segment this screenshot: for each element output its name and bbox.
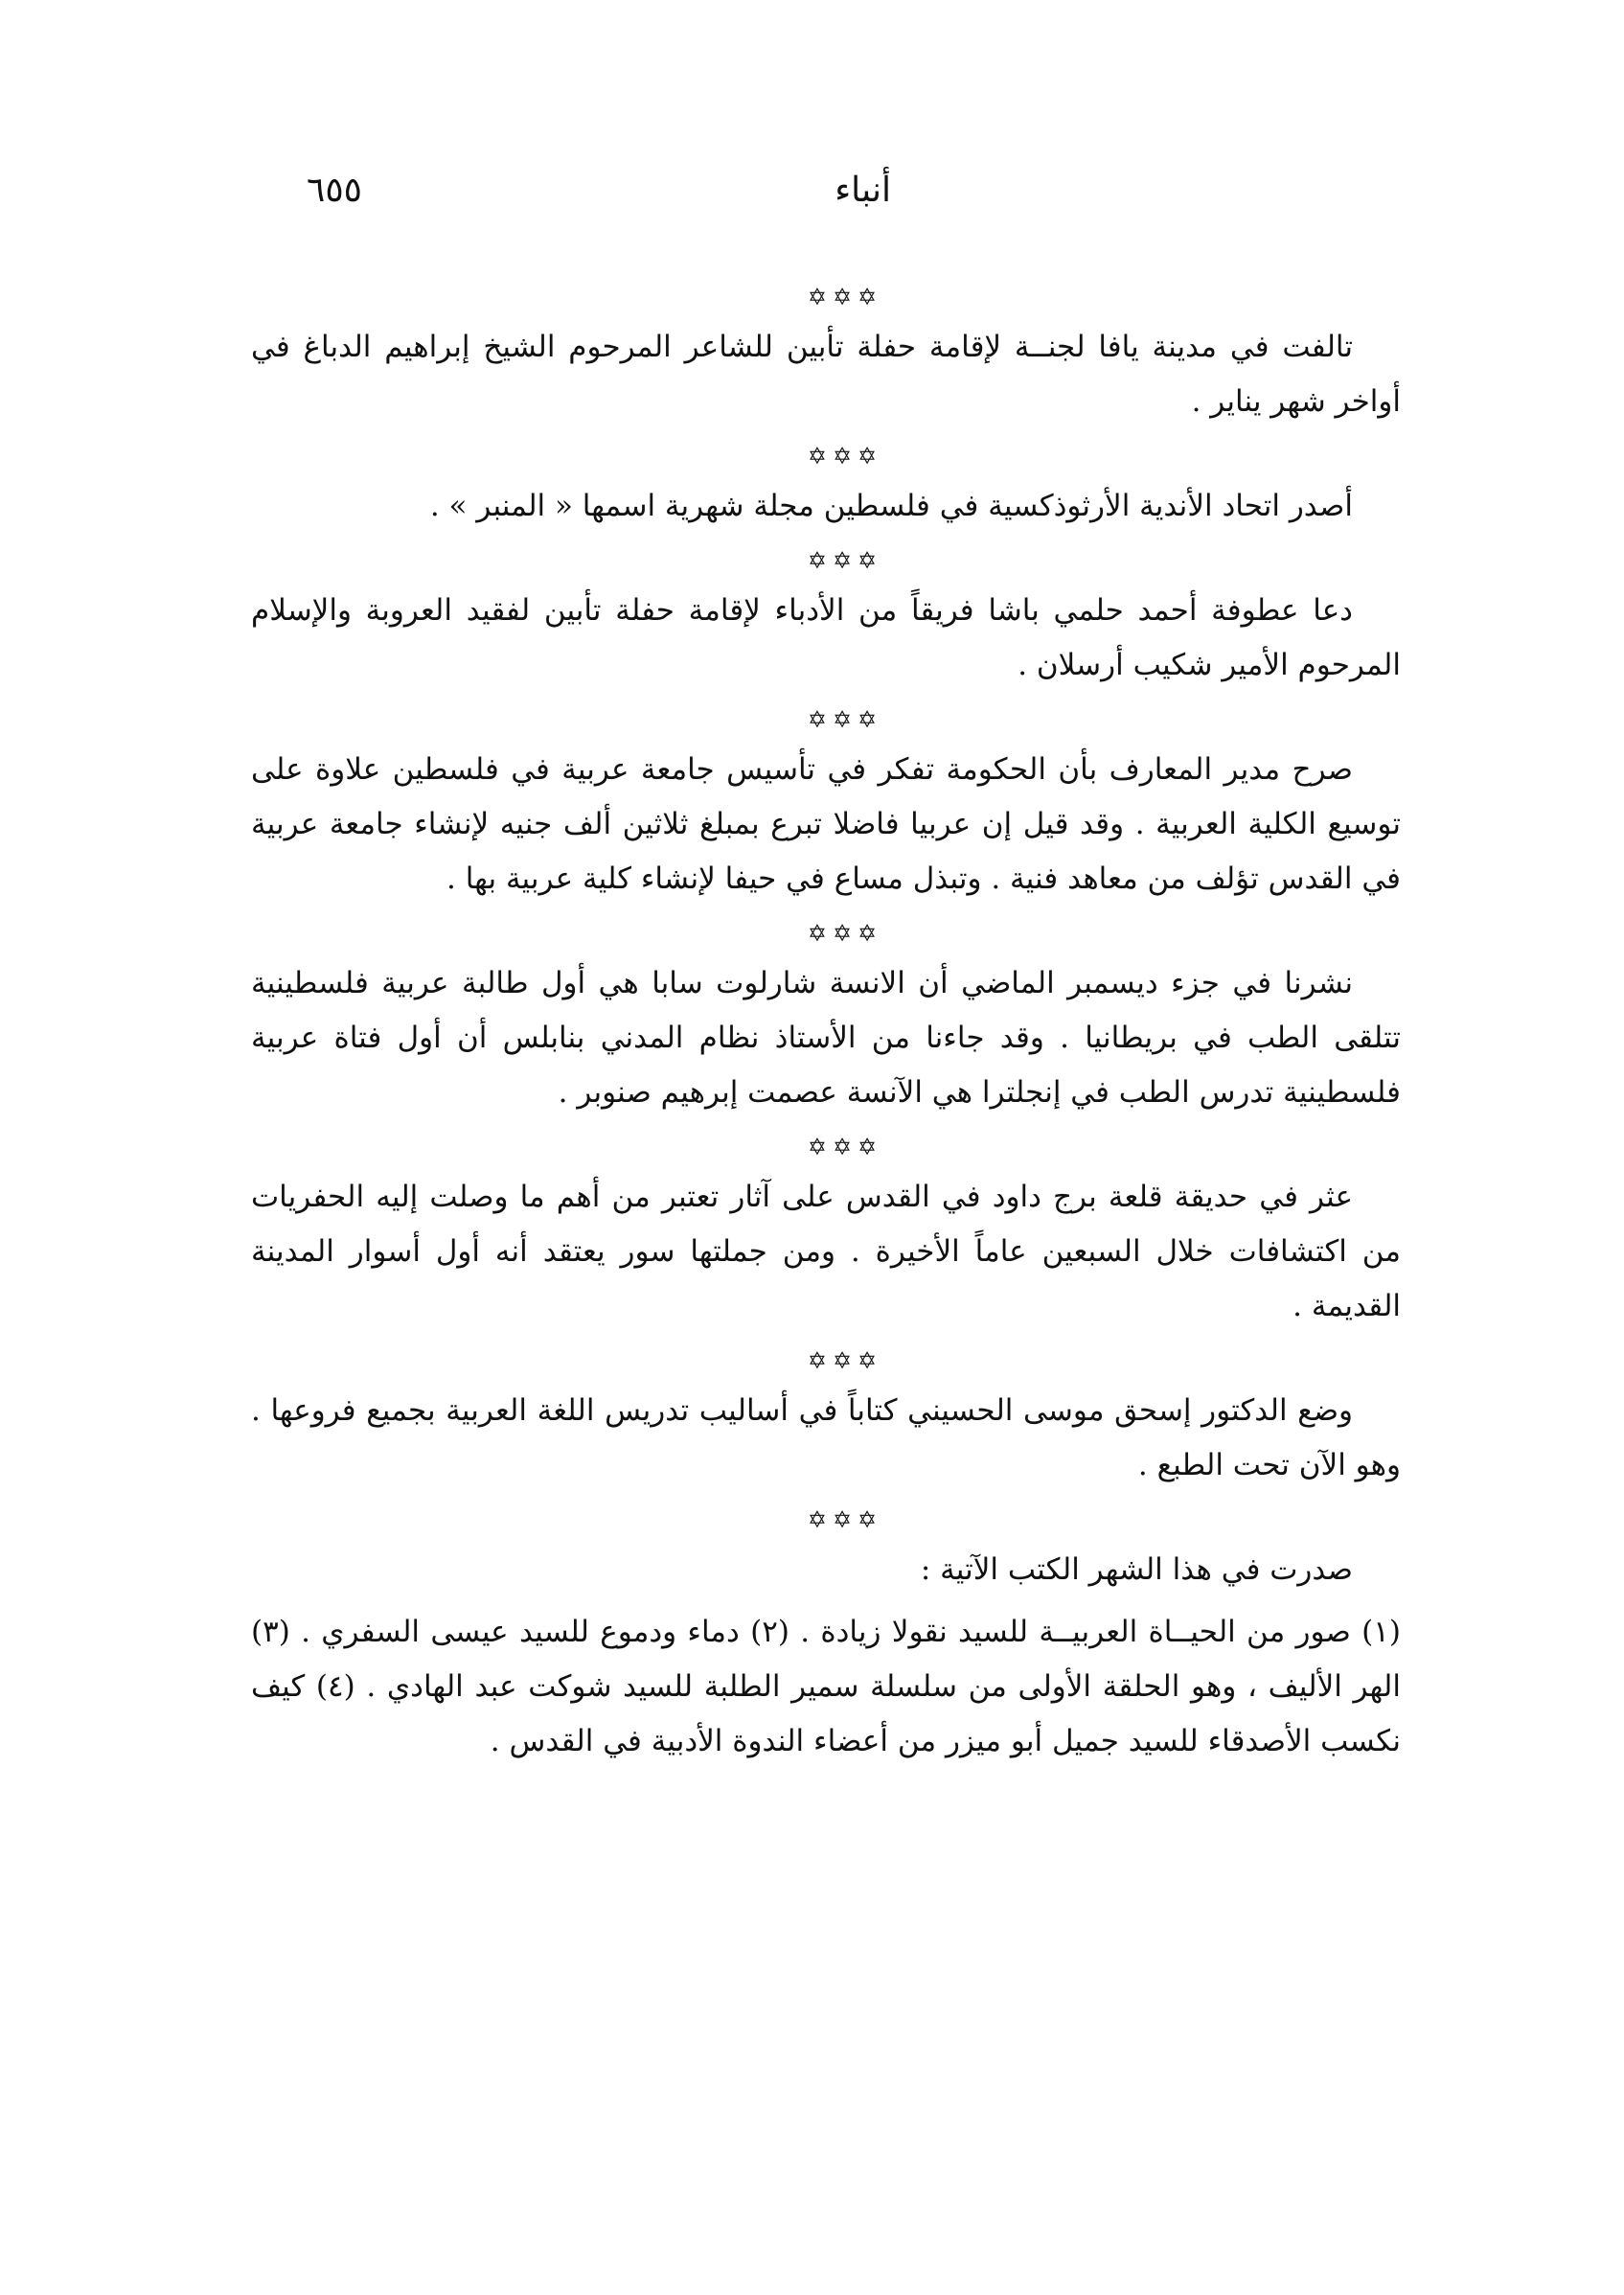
books-heading: صدرت في هذا الشهر الكتب الآتية : [920, 1552, 1353, 1587]
news-item-text: نشرنا في جزء ديسمبر الماضي أن الانسة شارلوت سابا هي أول طالبة عربية فلسطينية تتلقى الطب في بريطانيا . وقد جاءنا من الأستاذ نظام المدني بنابلس أن أول فتاة عربية فلسطينية تدرس الطب في إنجلترا هي الآنسة عصمت إبرهيم صنوبر . [251, 966, 1401, 1110]
item-separator: ✡✡✡ [807, 443, 883, 470]
item-separator: ✡✡✡ [807, 706, 883, 733]
page-number: ٦٥٥ [307, 171, 363, 210]
running-title: أنباء [835, 171, 891, 210]
news-item-text: أصدر اتحاد الأندية الأرثوذكسية في فلسطين مجلة شهرية اسمها « المنبر » . [429, 489, 1353, 523]
news-item-6 [251, 1170, 1401, 1334]
news-item-text: تالفت في مدينة يافا لجنــة لإقامة حفلة تأبين للشاعر المرحوم الشيخ إبراهيم الدباغ في أواخر شهر يناير . [251, 330, 1401, 419]
news-item-1 [251, 320, 1401, 429]
item-separator: ✡✡✡ [807, 1134, 883, 1160]
news-item-text: صرح مدير المعارف بأن الحكومة تفكر في تأسيس جامعة عربية في فلسطين علاوة على توسيع الكلية العربية . وقد قيل إن عربيا فاضلا تبرع بمبلغ ثلاثين ألف جنيه لإنشاء جامعة عربية في القدس تؤلف من معاهد فنية . وتبذل مساع في حيفا لإنشاء كلية عربية بها . [251, 752, 1401, 896]
news-items [251, 270, 1401, 1769]
news-item-text: عثر في حديقة قلعة برج داود في القدس على آثار تعتبر من أهم ما وصلت إليه الحفريات من اكتشافات خلال السبعين عاماً الأخيرة . ومن جملتها سور يعتقد أنه أول أسوار المدينة القديمة . [251, 1180, 1401, 1323]
news-item-4 [251, 743, 1401, 907]
news-item-text: وضع الدكتور إسحق موسى الحسيني كتاباً في أساليب تدريس اللغة العربية بجميع فروعها . وهو الآن تحت الطبع . [251, 1393, 1401, 1482]
item-separator: ✡✡✡ [807, 1347, 883, 1374]
news-item-7 [251, 1384, 1401, 1493]
news-item-text: دعا عطوفة أحمد حلمي باشا فريقاً من الأدباء لإقامة حفلة تأبين لفقيد العروبة والإسلام المرحوم الأمير شكيب أرسلان . [251, 593, 1401, 682]
item-separator: ✡✡✡ [807, 1506, 883, 1533]
news-item-2 [251, 479, 1401, 534]
item-separator: ✡✡✡ [807, 920, 883, 947]
news-item-3 [251, 584, 1401, 693]
books-list: (١) صور من الحيــاة العربيــة للسيد نقولا زيادة . (٢) دماء ودموع للسيد عيسى السفري . (٣) الهر الأليف ، وهو الحلقة الأولى من سلسلة سمير الطلبة للسيد شوكت عبد الهادي . (٤) كيف نكسب الأصدقاء للسيد جميل أبو ميزر من أعضاء الندوة الأدبية في القدس . [251, 1615, 1401, 1758]
page-header [307, 171, 1361, 228]
item-separator: ✡✡✡ [807, 284, 883, 310]
item-separator: ✡✡✡ [807, 547, 883, 574]
news-item-5 [251, 956, 1401, 1120]
